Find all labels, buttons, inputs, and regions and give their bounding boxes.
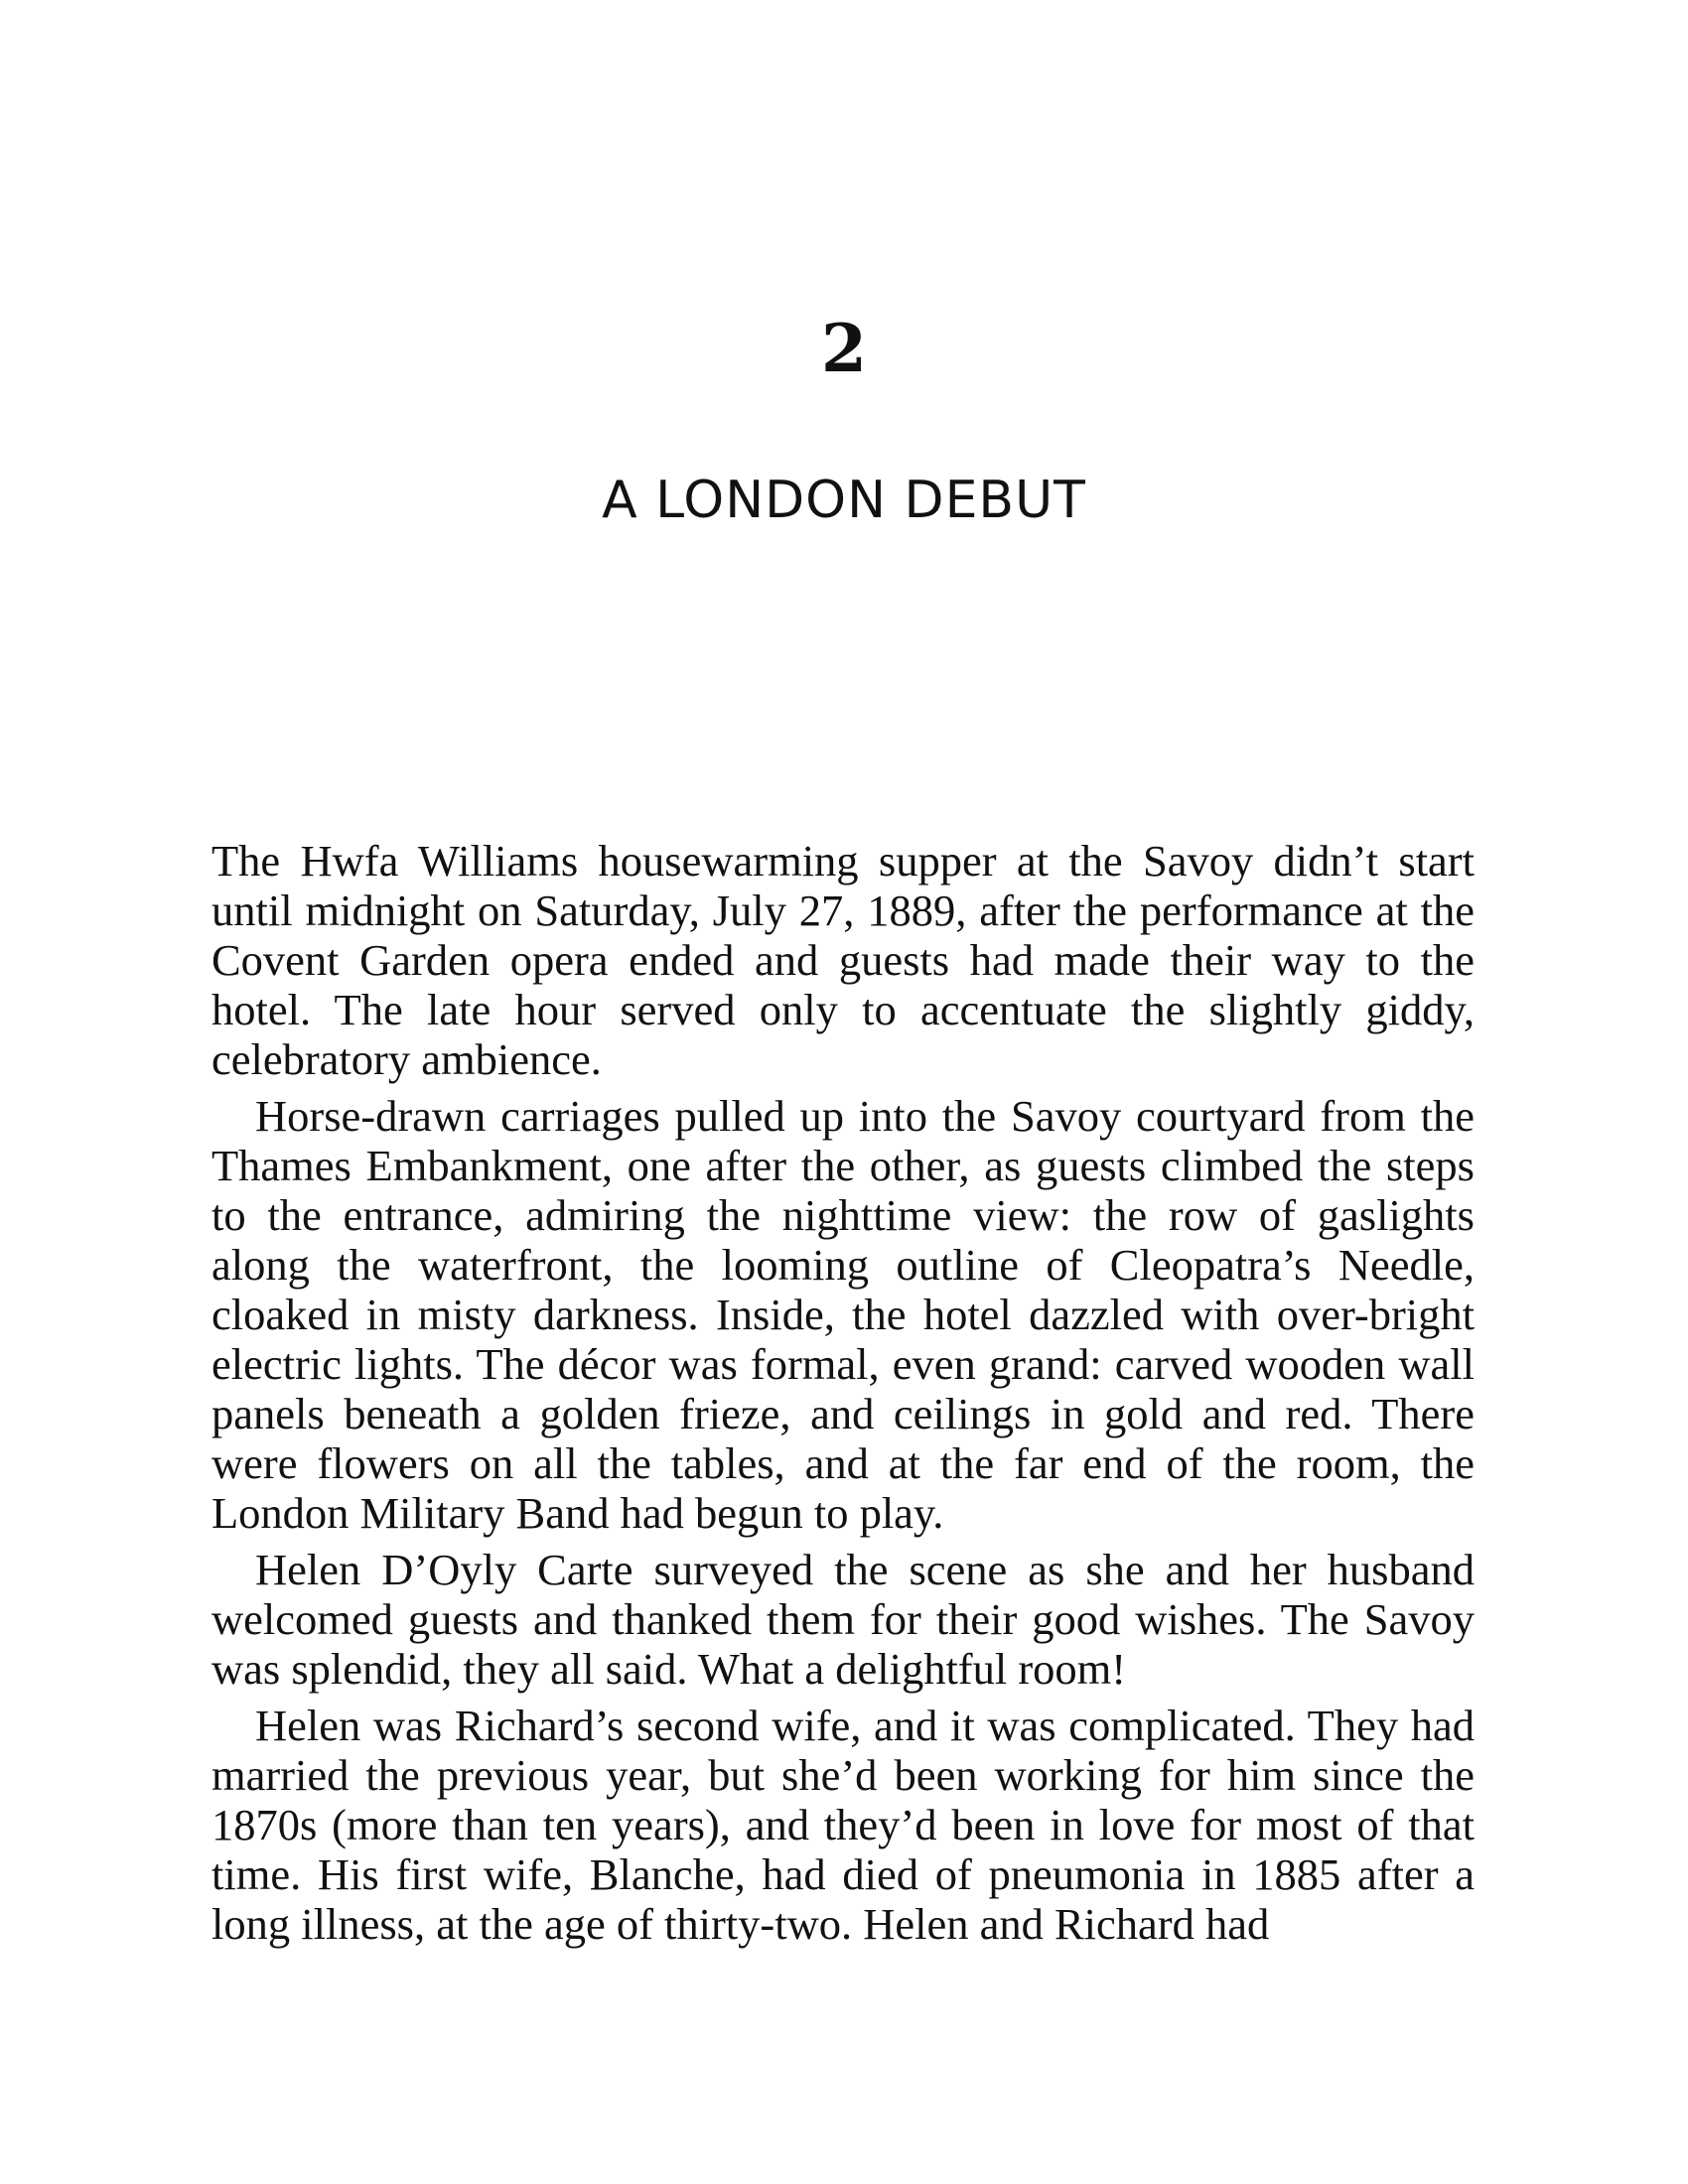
paragraph: Horse-drawn carriages pulled up into the Savoy courtyard from the Thames Embankment, one after the other, as guests climbed the steps to the entrance, admiring the nighttime view: the row of gaslights along the waterfront, the looming outline of Cleopatra’s Needle, cloaked in misty darkness. Inside, the hotel dazzled with over-bright electric lights. The décor was formal, even grand: carved wooden wall panels beneath a golden frieze, and ceilings in gold and red. There were flowers on all the tables, and at the far end of the room, the London Military Band had begun to play. — [211, 1091, 1475, 1538]
paragraph: The Hwfa Williams housewarming supper at the Savoy didn’t start until midnight on Saturday, July 27, 1889, after the performance at the Covent Garden opera ended and guests had made their way to the hotel. The late hour served only to accentuate the slightly giddy, celebratory ambience. — [211, 836, 1475, 1084]
paragraph: Helen D’Oyly Carte surveyed the scene as she and her husband welcomed guests and thanked them for their good wishes. The Savoy was splendid, they all said. What a delightful room! — [211, 1545, 1475, 1694]
chapter-title: A LONDON DEBUT — [602, 471, 1086, 530]
chapter-body — [211, 836, 1475, 1956]
paragraph: Helen was Richard’s second wife, and it was complicated. They had married the previous year, but she’d been working for him since the 1870s (more than ten years), and they’d been in love for most of that time. His first wife, Blanche, had died of pneumonia in 1885 after a long illness, at the age of thirty-two. Helen and Richard had — [211, 1701, 1475, 1949]
chapter-number: 2 — [821, 310, 867, 387]
